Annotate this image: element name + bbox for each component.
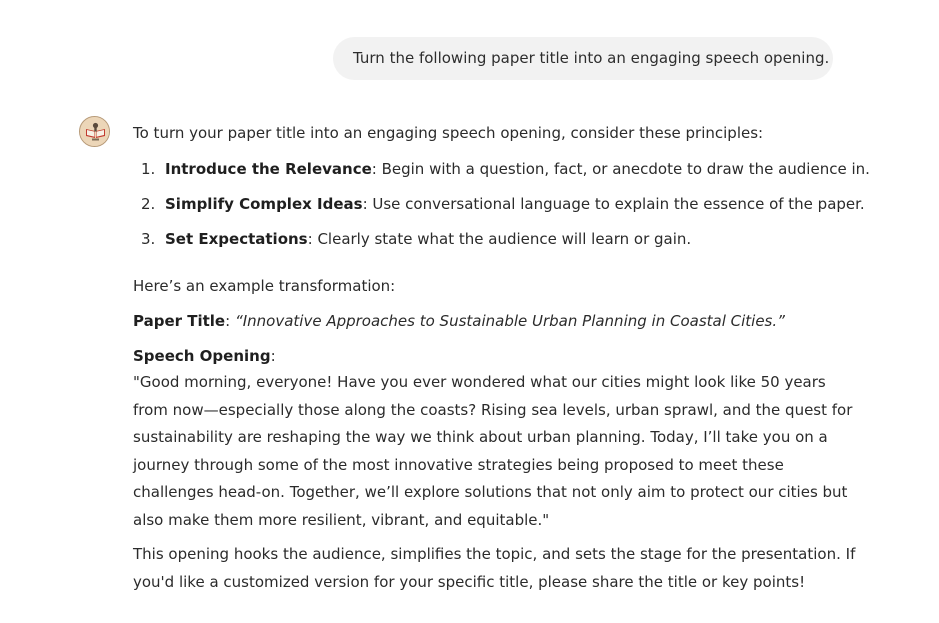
closing-line: you'd like a customized version for your specific title, please share the title or key points!	[133, 572, 806, 591]
speech-line: journey through some of the most innovative strategies being proposed to meet these	[133, 455, 784, 474]
assistant-message	[133, 120, 870, 596]
speech-line: "Good morning, everyone! Have you ever wondered what our cities might look like 50 years	[133, 373, 826, 391]
user-message-bubble	[333, 37, 833, 80]
list-item	[133, 156, 870, 191]
list-item-title: Set Expectations	[165, 230, 308, 248]
list-item	[133, 226, 833, 261]
example-intro: Here’s an example transformation:	[133, 277, 396, 295]
speech-line: also make them more resilient, vibrant, and equitable."	[133, 510, 550, 529]
closing-paragraph	[133, 541, 856, 596]
list-item-number: 1.	[141, 160, 156, 178]
list-item-title: Simplify Complex Ideas	[165, 195, 363, 213]
list-item-text: : Use conversational language to explain the essence of the paper.	[362, 195, 865, 213]
speech-line: challenges head-on. Together, we’ll explore solutions that not only aim to protect our cities but	[133, 483, 848, 501]
principles-list	[133, 156, 870, 261]
list-item	[133, 191, 865, 226]
paper-title-separator: :	[225, 312, 235, 330]
paper-title-line	[133, 308, 833, 334]
speech-line: sustainability are reshaping the way we think about urban planning. Today, I’ll take you on a	[133, 428, 828, 446]
list-item-number: 3.	[141, 230, 156, 248]
closing-line: This opening hooks the audience, simplifies the topic, and sets the stage for the presentation. If	[133, 545, 856, 563]
list-item-title: Introduce the Relevance	[165, 160, 372, 178]
speech-opening-label: Speech Opening	[133, 347, 271, 365]
speech-line: from now—especially those along the coasts? Rising sea levels, urban sprawl, and the quest for	[133, 400, 853, 419]
speech-opening-label-line	[133, 343, 833, 369]
list-item-text: : Clearly state what the audience will learn or gain.	[307, 230, 692, 248]
paper-title-label: Paper Title	[133, 312, 226, 330]
list-item-number: 2.	[141, 195, 156, 213]
assistant-intro: To turn your paper title into an engaging speech opening, consider these principles:	[133, 124, 764, 142]
paper-title-value: “Innovative Approaches to Sustainable Urban Planning in Coastal Cities.”	[234, 312, 785, 330]
speech-opening-text	[133, 369, 853, 534]
user-message-text: Turn the following paper title into an engaging speech opening.	[353, 49, 830, 67]
speech-opening-separator: :	[270, 347, 276, 365]
assistant-avatar-icon	[79, 116, 110, 147]
list-item-text: : Begin with a question, fact, or anecdote to draw the audience in.	[371, 160, 870, 178]
